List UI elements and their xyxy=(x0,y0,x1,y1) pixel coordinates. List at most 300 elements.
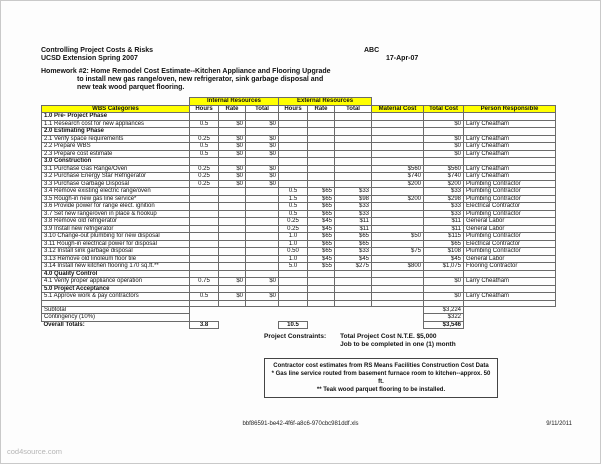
cell-ir xyxy=(219,195,246,203)
cell-wbs: Contingency (10%) xyxy=(42,314,190,322)
task-row xyxy=(42,293,556,301)
cell-person: General Labor xyxy=(464,218,556,226)
cell-er xyxy=(308,113,335,121)
cell-wbs: 5.0 Project Acceptance xyxy=(42,285,190,293)
cell-ir xyxy=(219,270,246,278)
cell-person xyxy=(464,270,556,278)
cell-er xyxy=(308,128,335,136)
cell-it xyxy=(246,233,279,241)
cell-ir xyxy=(219,210,246,218)
cell-eh: 1.0 xyxy=(279,233,308,241)
cell-wbs: 2.3 Prepare cost estimate xyxy=(42,150,190,158)
cell-eh xyxy=(279,314,308,322)
cell-et: $33 xyxy=(335,203,372,211)
cell-ir: $0 xyxy=(219,278,246,286)
cell-wbs: 2.2 Prepare WBS xyxy=(42,143,190,151)
cell-et xyxy=(335,113,372,121)
cell-eh: 1.5 xyxy=(279,195,308,203)
cell-er xyxy=(308,173,335,181)
external-total-header: Total xyxy=(335,105,372,113)
cell-mat: $800 xyxy=(372,263,424,271)
cell-mat xyxy=(372,128,424,136)
cell-ih: 0.5 xyxy=(190,150,219,158)
cell-et: $65 xyxy=(335,233,372,241)
cell-wbs: 3.10 Change-out plumbing for new disposal xyxy=(42,233,190,241)
cell-tc: $0 xyxy=(424,278,464,286)
cell-eh: 5.0 xyxy=(279,263,308,271)
cell-tc: $33 xyxy=(424,188,464,196)
cell-ir xyxy=(219,248,246,256)
wbs-categories-header: WBS Categories xyxy=(42,105,190,113)
cell-ir: $0 xyxy=(219,143,246,151)
cell-it: $0 xyxy=(246,180,279,188)
cell-ir xyxy=(219,255,246,263)
cell-et: $33 xyxy=(335,248,372,256)
cell-ir: $0 xyxy=(219,165,246,173)
phase-row xyxy=(42,285,556,293)
cell-eh xyxy=(279,270,308,278)
cell-eh: 0.5 xyxy=(279,203,308,211)
cell-et: $275 xyxy=(335,263,372,271)
cell-er xyxy=(308,180,335,188)
column-header-row xyxy=(42,105,556,113)
cell-mat xyxy=(372,321,424,329)
cell-ir xyxy=(219,128,246,136)
task-row xyxy=(42,240,556,248)
cell-er xyxy=(308,120,335,128)
cell-et xyxy=(335,158,372,166)
cell-wbs: 3.5 Rough-in new gas line service* xyxy=(42,195,190,203)
cell-ir xyxy=(219,225,246,233)
cell-tc: $33 xyxy=(424,203,464,211)
person-responsible-header: Person Responsible xyxy=(464,105,556,113)
cell-person: Plumbing Contractor xyxy=(464,248,556,256)
cell-it xyxy=(246,225,279,233)
cell-er: $65 xyxy=(308,210,335,218)
constraint-schedule: Job to be completed in one (1) month xyxy=(340,341,456,348)
task-row xyxy=(42,278,556,286)
cell-ih xyxy=(190,248,219,256)
cell-tc: $0 xyxy=(424,293,464,301)
cell-er: $45 xyxy=(308,225,335,233)
cell-et xyxy=(335,321,372,329)
cell-et xyxy=(335,314,372,322)
cell-person: Larry Cheatham xyxy=(464,173,556,181)
table-body xyxy=(42,113,556,329)
cell-tc: $1,075 xyxy=(424,263,464,271)
cell-ir xyxy=(219,113,246,121)
cell-eh xyxy=(279,120,308,128)
cell-it xyxy=(246,285,279,293)
cell-it: $0 xyxy=(246,143,279,151)
cell-ir: $0 xyxy=(219,293,246,301)
cell-ih xyxy=(190,306,219,314)
cell-ih xyxy=(190,270,219,278)
project-constraints-label: Project Constraints: xyxy=(264,333,327,340)
cell-ih: 0.25 xyxy=(190,165,219,173)
cell-person: General Labor xyxy=(464,225,556,233)
cell-er: $65 xyxy=(308,195,335,203)
cell-mat: $200 xyxy=(372,195,424,203)
sheet-header xyxy=(41,47,562,63)
cell-it xyxy=(246,255,279,263)
cell-ih xyxy=(190,233,219,241)
cell-eh xyxy=(279,285,308,293)
cell-it xyxy=(246,248,279,256)
course-subtitle: UCSD Extension Spring 2007 xyxy=(41,55,138,62)
cell-tc: $11 xyxy=(424,218,464,226)
constraint-cost: Total Project Cost N.T.E. $5,000 xyxy=(340,333,437,340)
cell-tc xyxy=(424,158,464,166)
corner-blank xyxy=(42,98,190,106)
cell-wbs: 2.0 Estimating Phase xyxy=(42,128,190,136)
cell-er xyxy=(308,270,335,278)
cell-et: $65 xyxy=(335,240,372,248)
author-initials: ABC xyxy=(364,47,380,54)
cell-person xyxy=(464,113,556,121)
cell-er: $45 xyxy=(308,255,335,263)
cell-eh xyxy=(279,143,308,151)
cell-wbs: 3.14 Install new kitchen flooring 170 sq.ft.** xyxy=(42,263,190,271)
sheet-content xyxy=(1,1,600,398)
header-date: 17-Apr-07 xyxy=(386,55,419,62)
external-rate-header: Rate xyxy=(308,105,335,113)
cell-mat xyxy=(372,255,424,263)
cell-person: Electrical Contractor xyxy=(464,203,556,211)
cell-it xyxy=(246,188,279,196)
cell-tc xyxy=(424,270,464,278)
cell-wbs: 3.3 Purchase Garbage Disposal xyxy=(42,180,190,188)
cell-wbs: 3.9 Install new refrigerator xyxy=(42,225,190,233)
homework-title-block xyxy=(41,68,562,92)
cell-ir xyxy=(219,203,246,211)
cell-er: $55 xyxy=(308,263,335,271)
cell-mat xyxy=(372,306,424,314)
project-constraints-lines xyxy=(340,333,456,349)
cell-wbs: 1.0 Pre- Project Phase xyxy=(42,113,190,121)
cell-wbs: 3.7 Set new range/oven in place & hookup xyxy=(42,210,190,218)
course-title: Controlling Project Costs & Risks xyxy=(41,47,154,54)
internal-hours-header: Hours xyxy=(190,105,219,113)
cell-person: Larry Cheatham xyxy=(464,293,556,301)
cell-er: $65 xyxy=(308,240,335,248)
cell-tc: $0 xyxy=(424,120,464,128)
cell-et xyxy=(335,128,372,136)
cell-mat xyxy=(372,218,424,226)
cell-mat xyxy=(372,210,424,218)
cell-wbs: 4.0 Quality Control xyxy=(42,270,190,278)
cell-wbs: 3.12 Install sink garbage disposal xyxy=(42,248,190,256)
cell-ih xyxy=(190,225,219,233)
cell-er xyxy=(308,293,335,301)
cell-ir xyxy=(219,218,246,226)
cell-eh xyxy=(279,293,308,301)
cell-it: $0 xyxy=(246,173,279,181)
task-row xyxy=(42,263,556,271)
total-cost-header: Total Cost xyxy=(424,105,464,113)
cell-tc: $740 xyxy=(424,173,464,181)
cell-et xyxy=(335,285,372,293)
task-row xyxy=(42,255,556,263)
cell-tc: $298 xyxy=(424,195,464,203)
cell-wbs: 3.1 Purchase Gas Range/Oven xyxy=(42,165,190,173)
task-row xyxy=(42,218,556,226)
cell-et xyxy=(335,135,372,143)
cell-mat: $200 xyxy=(372,180,424,188)
cell-ir xyxy=(219,233,246,241)
homework-title: Homework #2: Home Remodel Cost Estimate--Kitchen Appliance and Flooring Upgrade xyxy=(41,68,331,75)
cell-ir xyxy=(219,321,246,329)
cell-eh xyxy=(279,165,308,173)
cell-it xyxy=(246,306,279,314)
cell-ir xyxy=(219,158,246,166)
cell-ir: $0 xyxy=(219,173,246,181)
cell-wbs: 3.8 Remove old refrigerator xyxy=(42,218,190,226)
cell-mat xyxy=(372,150,424,158)
cell-it: $0 xyxy=(246,165,279,173)
overall-row xyxy=(42,321,556,329)
cell-ih: 0.25 xyxy=(190,135,219,143)
watermark: cod4source.com xyxy=(7,447,63,456)
cell-eh: 0.5 xyxy=(279,188,308,196)
task-row xyxy=(42,188,556,196)
cell-it xyxy=(246,158,279,166)
cell-tc: $322 xyxy=(424,314,464,322)
task-row xyxy=(42,203,556,211)
cell-ir xyxy=(219,285,246,293)
cell-it xyxy=(246,210,279,218)
material-cost-header: Material Cost xyxy=(372,105,424,113)
cell-eh xyxy=(279,135,308,143)
cell-mat: $50 xyxy=(372,233,424,241)
task-row xyxy=(42,135,556,143)
footer-filename: bbf86591-be42-4f6f-a8c6-970cbc981ddf.xls xyxy=(242,421,359,427)
cell-tc: $3,546 xyxy=(424,321,464,329)
cell-person: Larry Cheatham xyxy=(464,120,556,128)
cell-tc: $0 xyxy=(424,143,464,151)
cell-mat xyxy=(372,314,424,322)
cell-et xyxy=(335,293,372,301)
internal-resources-header: Internal Resources xyxy=(190,98,279,106)
cell-wbs: 3.6 Provide power for range elect. ignition xyxy=(42,203,190,211)
cell-ih xyxy=(190,263,219,271)
cell-person: Larry Cheatham xyxy=(464,143,556,151)
phase-row xyxy=(42,158,556,166)
cell-tc xyxy=(424,128,464,136)
cell-mat xyxy=(372,240,424,248)
cell-it: $0 xyxy=(246,120,279,128)
cell-ir: $0 xyxy=(219,180,246,188)
cell-wbs: 3.11 Rough-in electrical power for disposal xyxy=(42,240,190,248)
cell-wbs: 4.1 Verify proper appliance operation xyxy=(42,278,190,286)
cell-it xyxy=(246,128,279,136)
cell-ih xyxy=(190,218,219,226)
cell-eh xyxy=(279,180,308,188)
homework-title-line3: new teak wood parquet flooring. xyxy=(77,84,185,91)
cell-mat xyxy=(372,143,424,151)
cell-mat xyxy=(372,225,424,233)
cell-it xyxy=(246,203,279,211)
cell-it: $0 xyxy=(246,150,279,158)
cell-wbs: 3.4 Remove existing electric range/oven xyxy=(42,188,190,196)
cell-ih xyxy=(190,240,219,248)
cell-it xyxy=(246,321,279,329)
task-row xyxy=(42,165,556,173)
cell-er xyxy=(308,135,335,143)
cell-et: $11 xyxy=(335,225,372,233)
cell-ir xyxy=(219,314,246,322)
cell-eh xyxy=(279,173,308,181)
cell-it xyxy=(246,314,279,322)
cell-wbs: Subtotal xyxy=(42,306,190,314)
cell-ih xyxy=(190,203,219,211)
cell-et xyxy=(335,120,372,128)
internal-total-header: Total xyxy=(246,105,279,113)
cell-er: $45 xyxy=(308,218,335,226)
cell-tc: $3,224 xyxy=(424,306,464,314)
cell-person: Plumbing Contractor xyxy=(464,195,556,203)
cell-mat xyxy=(372,285,424,293)
cell-eh: 1.0 xyxy=(279,240,308,248)
cell-wbs: Overall Totals: xyxy=(43,321,85,328)
phase-row xyxy=(42,270,556,278)
cell-person: Flooring Contractor xyxy=(464,263,556,271)
cell-eh xyxy=(279,306,308,314)
cell-person: General Labor xyxy=(464,255,556,263)
task-row xyxy=(42,173,556,181)
task-row xyxy=(42,210,556,218)
cell-person: Plumbing Contractor xyxy=(464,210,556,218)
cell-er xyxy=(308,150,335,158)
cell-person: Electrical Contractor xyxy=(464,240,556,248)
cell-tc: $33 xyxy=(424,210,464,218)
cell-it xyxy=(246,195,279,203)
cell-eh xyxy=(279,113,308,121)
task-row xyxy=(42,180,556,188)
cell-et xyxy=(335,180,372,188)
contractor-notes-box xyxy=(264,358,498,398)
header-right xyxy=(364,47,562,63)
cell-person xyxy=(464,285,556,293)
cell-et xyxy=(335,306,372,314)
cell-eh: 0.25 xyxy=(279,225,308,233)
cell-er xyxy=(308,321,335,329)
cell-eh: 0.25 xyxy=(279,218,308,226)
cell-wbs: 3.13 Remove old linoleum floor tile xyxy=(42,255,190,263)
cell-mat xyxy=(372,135,424,143)
cell-it xyxy=(246,263,279,271)
cell-et: $33 xyxy=(335,188,372,196)
task-row xyxy=(42,143,556,151)
cell-person: Larry Cheatham xyxy=(464,278,556,286)
cell-et: $33 xyxy=(335,210,372,218)
cell-mat: $75 xyxy=(372,248,424,256)
task-row xyxy=(42,150,556,158)
cell-er xyxy=(308,314,335,322)
cell-tc: $0 xyxy=(424,150,464,158)
cell-ir xyxy=(219,263,246,271)
cell-er: $65 xyxy=(308,188,335,196)
cell-wbs: 1.1 Research cost for new appliances xyxy=(42,120,190,128)
cell-ih xyxy=(190,188,219,196)
cell-et: $45 xyxy=(335,255,372,263)
external-hours-header: Hours xyxy=(279,105,308,113)
cell-et xyxy=(335,173,372,181)
cell-mat xyxy=(372,188,424,196)
phase-row xyxy=(42,128,556,136)
cell-person: Plumbing Contractor xyxy=(464,233,556,241)
cell-person: Larry Cheatham xyxy=(464,135,556,143)
cell-ir xyxy=(219,188,246,196)
cell-er xyxy=(308,143,335,151)
cell-it xyxy=(246,240,279,248)
cell-ih xyxy=(190,128,219,136)
cell-ih: 0.25 xyxy=(190,173,219,181)
cell-tc: $108 xyxy=(424,248,464,256)
cell-person xyxy=(464,306,556,314)
cell-et: $98 xyxy=(335,195,372,203)
cell-tc xyxy=(424,113,464,121)
cell-mat xyxy=(372,158,424,166)
cell-er: $65 xyxy=(308,248,335,256)
cell-tc: $65 xyxy=(424,240,464,248)
summary-row xyxy=(42,314,556,322)
cell-tc: $45 xyxy=(424,255,464,263)
cell-er xyxy=(308,285,335,293)
cell-ir xyxy=(219,306,246,314)
footer-date: 9/11/2011 xyxy=(546,421,572,427)
cell-ih xyxy=(190,158,219,166)
cell-er xyxy=(308,278,335,286)
header-left xyxy=(41,47,153,63)
cell-mat: $560 xyxy=(372,165,424,173)
cell-er: $65 xyxy=(308,233,335,241)
cell-ih xyxy=(190,285,219,293)
cell-tc: $0 xyxy=(424,135,464,143)
cell-er xyxy=(308,158,335,166)
cost-estimate-table xyxy=(41,97,556,329)
cell-ih: 0.5 xyxy=(190,120,219,128)
cell-wbs: 3.0 Construction xyxy=(42,158,190,166)
cell-eh xyxy=(279,128,308,136)
external-resources-header: External Resources xyxy=(279,98,372,106)
internal-rate-header: Rate xyxy=(219,105,246,113)
cell-et xyxy=(335,143,372,151)
cell-wbs: 5.1 Approve work & pay contractors xyxy=(42,293,190,301)
cell-tc xyxy=(424,285,464,293)
cell-mat: $740 xyxy=(372,173,424,181)
cell-it xyxy=(246,270,279,278)
cell-wbs: 3.2 Purchase Energy Star Refrigerator xyxy=(42,173,190,181)
top-right-blank xyxy=(372,98,556,106)
cell-person: Plumbing Contractor xyxy=(464,188,556,196)
cell-et xyxy=(335,270,372,278)
cell-ir: $0 xyxy=(219,150,246,158)
cell-person xyxy=(464,321,556,329)
cell-ih: 0.75 xyxy=(190,278,219,286)
cell-person xyxy=(464,158,556,166)
cell-wbs: 2.1 Verify space requirements xyxy=(42,135,190,143)
cell-ih xyxy=(190,255,219,263)
cell-er: $65 xyxy=(308,203,335,211)
note-flooring: ** Teak wood parquet flooring to be installed. xyxy=(316,387,446,393)
task-row xyxy=(42,248,556,256)
cell-person xyxy=(464,314,556,322)
cell-et xyxy=(335,165,372,173)
cell-eh xyxy=(279,278,308,286)
cell-person: Larry Cheatham xyxy=(464,150,556,158)
cell-eh: 10.5 xyxy=(279,321,308,329)
